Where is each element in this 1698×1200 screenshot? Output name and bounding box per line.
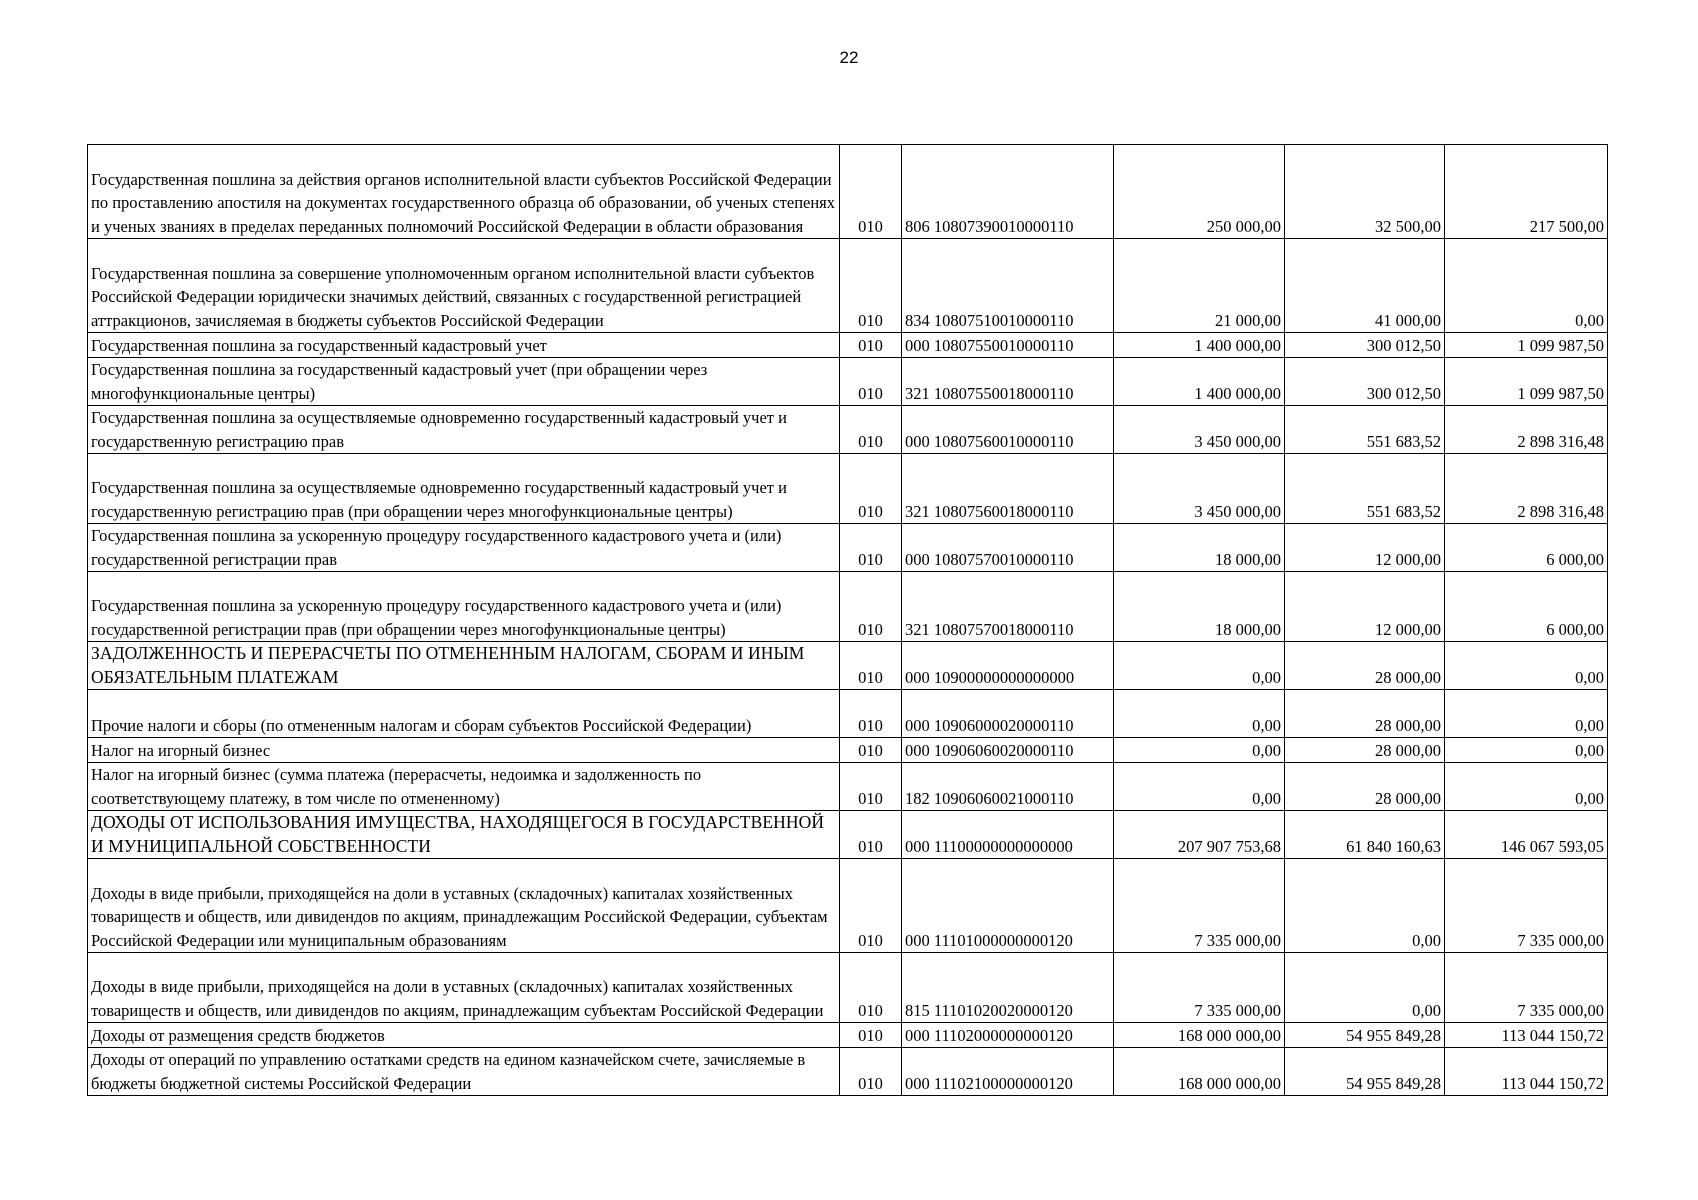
executed-amount-cell: 28 000,00 <box>1285 738 1445 763</box>
line-code-cell: 010 <box>840 572 902 642</box>
line-code-cell: 010 <box>840 524 902 572</box>
table-row <box>88 690 1608 738</box>
approved-amount-cell: 3 450 000,00 <box>1114 454 1285 524</box>
revenue-name-cell: Государственная пошлина за государственный кадастровый учет (при обращении через многофункциональные центры) <box>88 358 840 406</box>
line-code-cell: 010 <box>840 145 902 239</box>
unexecuted-amount-cell: 6 000,00 <box>1445 524 1608 572</box>
budget-classification-code-cell: 000 10807550010000110 <box>902 333 1114 358</box>
budget-classification-code-cell: 000 10807570010000110 <box>902 524 1114 572</box>
revenue-table-body <box>88 145 1608 1096</box>
revenue-name-cell: Государственная пошлина за ускоренную процедуру государственного кадастрового учета и (или) государственной регистрации прав (при обращении через многофункциональные центры) <box>88 572 840 642</box>
unexecuted-amount-cell: 0,00 <box>1445 239 1608 333</box>
budget-classification-code-cell: 000 11102000000000120 <box>902 1023 1114 1048</box>
approved-amount-cell: 18 000,00 <box>1114 572 1285 642</box>
table-row <box>88 406 1608 454</box>
line-code-cell: 010 <box>840 953 902 1023</box>
approved-amount-cell: 168 000 000,00 <box>1114 1023 1285 1048</box>
budget-classification-code-cell: 806 10807390010000110 <box>902 145 1114 239</box>
executed-amount-cell: 551 683,52 <box>1285 454 1445 524</box>
executed-amount-cell: 28 000,00 <box>1285 642 1445 690</box>
revenue-name-cell: Государственная пошлина за осуществляемые одновременно государственный кадастровый учет и государственную регистрацию прав (при обращении через многофункциональные центры) <box>88 454 840 524</box>
revenue-table <box>87 144 1608 1096</box>
executed-amount-cell: 41 000,00 <box>1285 239 1445 333</box>
budget-classification-code-cell: 834 10807510010000110 <box>902 239 1114 333</box>
table-row <box>88 454 1608 524</box>
revenue-name-cell: Налог на игорный бизнес (сумма платежа (перерасчеты, недоимка и задолженность по соответствующему платежу, в том числе по отмененному) <box>88 763 840 811</box>
approved-amount-cell: 168 000 000,00 <box>1114 1048 1285 1096</box>
revenue-name-cell: Доходы в виде прибыли, приходящейся на доли в уставных (складочных) капиталах хозяйственных товариществ и обществ, или дивидендов по акциям, принадлежащим субъектам Российской Федерации <box>88 953 840 1023</box>
approved-amount-cell: 250 000,00 <box>1114 145 1285 239</box>
revenue-name-cell: Налог на игорный бизнес <box>88 738 840 763</box>
table-row <box>88 358 1608 406</box>
budget-classification-code-cell: 000 11100000000000000 <box>902 811 1114 859</box>
budget-classification-code-cell: 182 10906060021000110 <box>902 763 1114 811</box>
line-code-cell: 010 <box>840 406 902 454</box>
approved-amount-cell: 0,00 <box>1114 763 1285 811</box>
budget-classification-code-cell: 321 10807570018000110 <box>902 572 1114 642</box>
unexecuted-amount-cell: 0,00 <box>1445 738 1608 763</box>
table-row <box>88 811 1608 859</box>
unexecuted-amount-cell: 113 044 150,72 <box>1445 1023 1608 1048</box>
revenue-name-cell: Государственная пошлина за действия органов исполнительной власти субъектов Российской Федерации по проставлению апостиля на документах государственного образца об образовании, об ученых степенях и ученых званиях в пределах переданных полномочий Российской Федерации в области образования <box>88 145 840 239</box>
table-row <box>88 859 1608 953</box>
budget-classification-code-cell: 000 11102100000000120 <box>902 1048 1114 1096</box>
unexecuted-amount-cell: 6 000,00 <box>1445 572 1608 642</box>
table-row <box>88 763 1608 811</box>
budget-classification-code-cell: 321 10807550018000110 <box>902 358 1114 406</box>
line-code-cell: 010 <box>840 690 902 738</box>
unexecuted-amount-cell: 0,00 <box>1445 763 1608 811</box>
line-code-cell: 010 <box>840 358 902 406</box>
table-row <box>88 642 1608 690</box>
executed-amount-cell: 54 955 849,28 <box>1285 1023 1445 1048</box>
budget-classification-code-cell: 000 10807560010000110 <box>902 406 1114 454</box>
line-code-cell: 010 <box>840 642 902 690</box>
unexecuted-amount-cell: 7 335 000,00 <box>1445 859 1608 953</box>
executed-amount-cell: 28 000,00 <box>1285 690 1445 738</box>
line-code-cell: 010 <box>840 763 902 811</box>
executed-amount-cell: 300 012,50 <box>1285 358 1445 406</box>
executed-amount-cell: 12 000,00 <box>1285 524 1445 572</box>
approved-amount-cell: 0,00 <box>1114 690 1285 738</box>
revenue-name-cell: Государственная пошлина за осуществляемые одновременно государственный кадастровый учет и государственную регистрацию прав <box>88 406 840 454</box>
line-code-cell: 010 <box>840 239 902 333</box>
executed-amount-cell: 28 000,00 <box>1285 763 1445 811</box>
table-row <box>88 524 1608 572</box>
unexecuted-amount-cell: 113 044 150,72 <box>1445 1048 1608 1096</box>
revenue-name-cell: Прочие налоги и сборы (по отмененным налогам и сборам субъектов Российской Федерации) <box>88 690 840 738</box>
budget-classification-code-cell: 000 10906000020000110 <box>902 690 1114 738</box>
budget-classification-code-cell: 000 10900000000000000 <box>902 642 1114 690</box>
executed-amount-cell: 54 955 849,28 <box>1285 1048 1445 1096</box>
line-code-cell: 010 <box>840 859 902 953</box>
approved-amount-cell: 0,00 <box>1114 642 1285 690</box>
table-row <box>88 333 1608 358</box>
approved-amount-cell: 18 000,00 <box>1114 524 1285 572</box>
table-row <box>88 145 1608 239</box>
executed-amount-cell: 32 500,00 <box>1285 145 1445 239</box>
executed-amount-cell: 61 840 160,63 <box>1285 811 1445 859</box>
unexecuted-amount-cell: 0,00 <box>1445 642 1608 690</box>
table-row <box>88 953 1608 1023</box>
budget-classification-code-cell: 000 11101000000000120 <box>902 859 1114 953</box>
unexecuted-amount-cell: 146 067 593,05 <box>1445 811 1608 859</box>
table-row <box>88 572 1608 642</box>
executed-amount-cell: 300 012,50 <box>1285 333 1445 358</box>
unexecuted-amount-cell: 2 898 316,48 <box>1445 454 1608 524</box>
line-code-cell: 010 <box>840 454 902 524</box>
approved-amount-cell: 1 400 000,00 <box>1114 333 1285 358</box>
revenue-name-cell: Государственная пошлина за ускоренную процедуру государственного кадастрового учета и (или) государственной регистрации прав <box>88 524 840 572</box>
table-row <box>88 1048 1608 1096</box>
revenue-name-cell: ДОХОДЫ ОТ ИСПОЛЬЗОВАНИЯ ИМУЩЕСТВА, НАХОДЯЩЕГОСЯ В ГОСУДАРСТВЕННОЙ И МУНИЦИПАЛЬНОЙ СОБСТВЕННОСТИ <box>88 811 840 859</box>
line-code-cell: 010 <box>840 333 902 358</box>
budget-classification-code-cell: 000 10906060020000110 <box>902 738 1114 763</box>
line-code-cell: 010 <box>840 1048 902 1096</box>
page-number: 22 <box>839 48 859 67</box>
line-code-cell: 010 <box>840 1023 902 1048</box>
revenue-name-cell: Государственная пошлина за совершение уполномоченным органом исполнительной власти субъектов Российской Федерации юридически значимых действий, связанных с государственной регистрацией аттракционов, зачисляемая в бюджеты субъектов Российской Федерации <box>88 239 840 333</box>
budget-classification-code-cell: 815 11101020020000120 <box>902 953 1114 1023</box>
approved-amount-cell: 21 000,00 <box>1114 239 1285 333</box>
approved-amount-cell: 7 335 000,00 <box>1114 953 1285 1023</box>
executed-amount-cell: 0,00 <box>1285 953 1445 1023</box>
unexecuted-amount-cell: 7 335 000,00 <box>1445 953 1608 1023</box>
unexecuted-amount-cell: 2 898 316,48 <box>1445 406 1608 454</box>
revenue-name-cell: Доходы от размещения средств бюджетов <box>88 1023 840 1048</box>
executed-amount-cell: 12 000,00 <box>1285 572 1445 642</box>
approved-amount-cell: 207 907 753,68 <box>1114 811 1285 859</box>
table-row <box>88 1023 1608 1048</box>
table-row <box>88 239 1608 333</box>
executed-amount-cell: 0,00 <box>1285 859 1445 953</box>
revenue-name-cell: Государственная пошлина за государственный кадастровый учет <box>88 333 840 358</box>
revenue-name-cell: Доходы в виде прибыли, приходящейся на доли в уставных (складочных) капиталах хозяйственных товариществ и обществ, или дивидендов по акциям, принадлежащим Российской Федерации, субъектам Российской Федерации или муниципальным образованиям <box>88 859 840 953</box>
approved-amount-cell: 3 450 000,00 <box>1114 406 1285 454</box>
line-code-cell: 010 <box>840 811 902 859</box>
table-row <box>88 738 1608 763</box>
unexecuted-amount-cell: 1 099 987,50 <box>1445 358 1608 406</box>
revenue-name-cell: ЗАДОЛЖЕННОСТЬ И ПЕРЕРАСЧЕТЫ ПО ОТМЕНЕННЫМ НАЛОГАМ, СБОРАМ И ИНЫМ ОБЯЗАТЕЛЬНЫМ ПЛАТЕЖАМ <box>88 642 840 690</box>
unexecuted-amount-cell: 217 500,00 <box>1445 145 1608 239</box>
unexecuted-amount-cell: 0,00 <box>1445 690 1608 738</box>
executed-amount-cell: 551 683,52 <box>1285 406 1445 454</box>
line-code-cell: 010 <box>840 738 902 763</box>
revenue-name-cell: Доходы от операций по управлению остатками средств на едином казначейском счете, зачисляемые в бюджеты бюджетной системы Российской Федерации <box>88 1048 840 1096</box>
unexecuted-amount-cell: 1 099 987,50 <box>1445 333 1608 358</box>
budget-classification-code-cell: 321 10807560018000110 <box>902 454 1114 524</box>
approved-amount-cell: 0,00 <box>1114 738 1285 763</box>
approved-amount-cell: 7 335 000,00 <box>1114 859 1285 953</box>
approved-amount-cell: 1 400 000,00 <box>1114 358 1285 406</box>
